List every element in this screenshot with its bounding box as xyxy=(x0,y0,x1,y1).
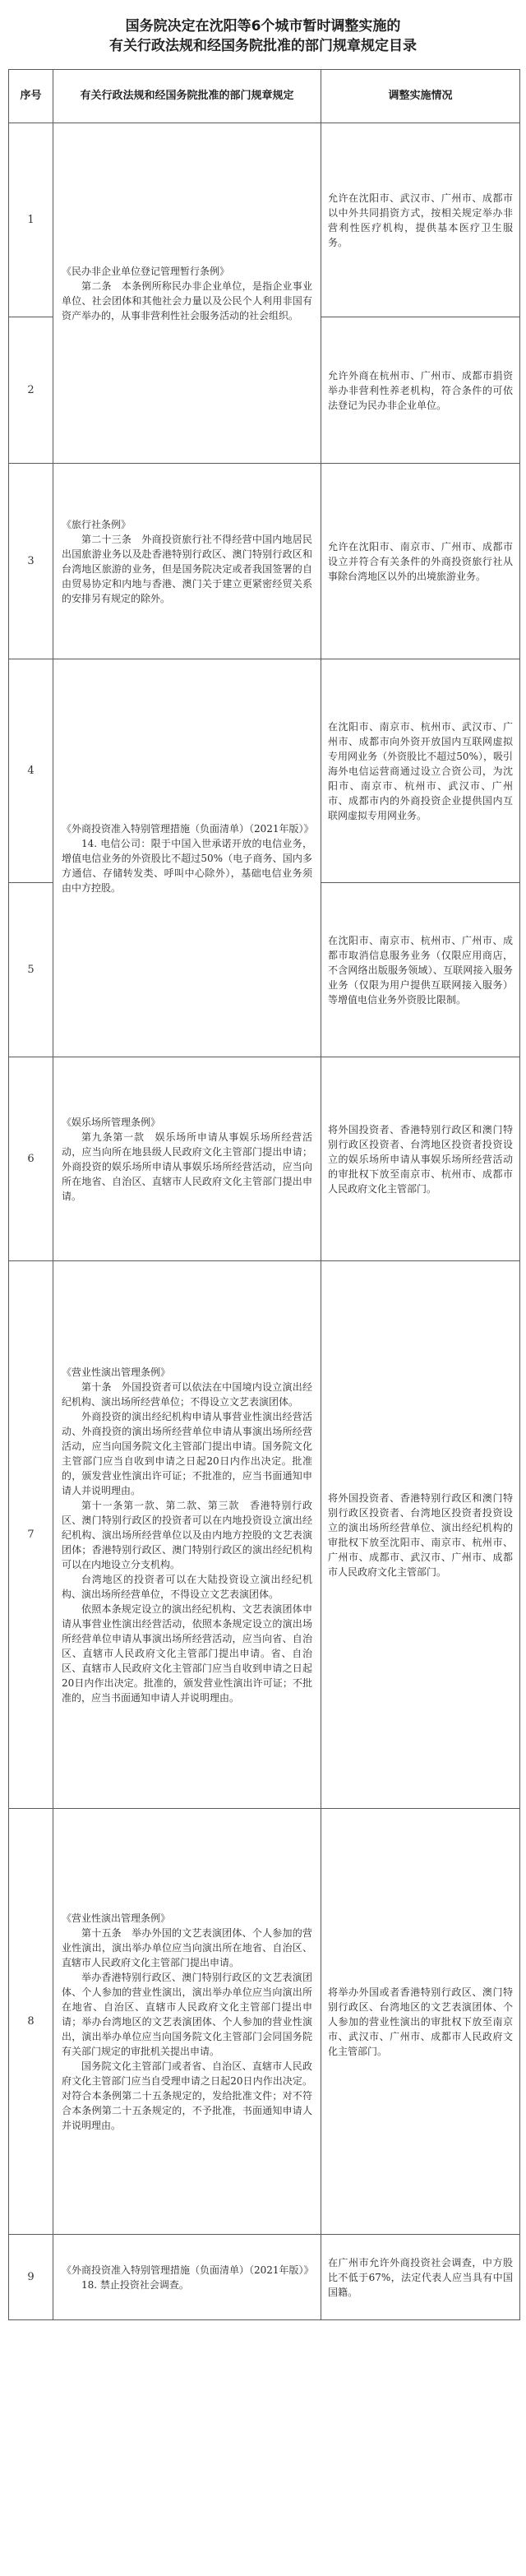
row-number: 4 xyxy=(9,659,53,883)
law-paragraph: 14. 电信公司：限于中国入世承诺开放的电信业务，增值电信业务的外资股比不超过50%（电子商务、国内多方通信、存储转发类、呼叫中心除外），基础电信业务须由中方控股。 xyxy=(62,837,312,894)
table-row xyxy=(9,1057,520,1261)
row-number: 6 xyxy=(9,1057,53,1261)
law-title: 《外商投资准入特别管理措施（负面清单）（2021年版）》 xyxy=(62,822,314,835)
adjust-cell: 将外国投资者、香港特别行政区和澳门特别行政区投资者、台湾地区投资者投资设立的演出场所经营单位、演出经纪机构的审批权下放至沈阳市、南京市、杭州市、广州市、成都市、武汉市、广州市、成都市人民政府文化主管部门。 xyxy=(321,1261,520,1809)
table-row xyxy=(9,1261,520,1809)
law-paragraph: 国务院文化主管部门或者省、自治区、直辖市人民政府文化主管部门应当自受理申请之日起20日内作出决定。对符合本条例第二十五条规定的，发给批准文件；对不符合本条例第二十五条规定的，不予批准，书面通知申请人并说明理由。 xyxy=(62,2060,312,2131)
law-cell xyxy=(53,1261,321,1809)
row-number: 1 xyxy=(9,123,53,317)
law-title: 《旅行社条例》 xyxy=(62,518,132,530)
table-row xyxy=(9,659,520,883)
law-paragraph: 台湾地区的投资者可以在大陆投资设立演出经纪机构、演出场所经营单位，不得设立文艺表演团体。 xyxy=(62,1573,312,1600)
row-number: 5 xyxy=(9,883,53,1057)
row-number: 7 xyxy=(9,1261,53,1809)
adjust-cell: 在广州市允许外商投资社会调查，中方股比不低于67%，法定代表人应当具有中国国籍。 xyxy=(321,2235,520,2320)
law-paragraph: 第二条 本条例所称民办非企业单位，是指企业事业单位、社会团体和其他社会力量以及公民个人利用非国有资产举办的，从事非营利性社会服务活动的社会组织。 xyxy=(62,280,312,321)
law-cell xyxy=(53,2235,321,2320)
row-number: 9 xyxy=(9,2235,53,2320)
adjust-cell: 将外国投资者、香港特别行政区和澳门特别行政区投资者、台湾地区投资者投资设立的娱乐场所申请从事娱乐场所经营活动的审批权下放至南京市、杭州市、成都市人民政府文化主管部门。 xyxy=(321,1057,520,1261)
header-no: 序号 xyxy=(9,70,53,123)
law-paragraph: 依照本条规定设立的演出经纪机构、文艺表演团体申请从事营业性演出经营活动，依照本条规定设立的演出场所经营单位申请从事演出场所经营活动，应当向省、自治区、直辖市人民政府文化主管部门提出申请。省、自治区、直辖市人民政府文化主管部门应当自收到申请之日起20日内作出决定。批准的，颁发营业性演出许可证；不批准的，应当书面通知申请人并说明理由。 xyxy=(62,1602,312,1704)
law-paragraph: 第九条第一款 娱乐场所申请从事娱乐场所经营活动，应当向所在地县级人民政府文化主管部门提出申请；外商投资的娱乐场所申请从事娱乐场所经营活动，应当向所在地省、自治区、直辖市人民政府文化主管部门提出申请。 xyxy=(62,1131,312,1202)
law-title: 《外商投资准入特别管理措施（负面清单）（2021年版）》 xyxy=(62,2264,314,2276)
law-paragraph: 举办香港特别行政区、澳门特别行政区的文艺表演团体、个人参加的营业性演出，演出举办单位应当向演出所在地省、自治区、直辖市人民政府文化主管部门提出申请；举办台湾地区的文艺表演团体、个人参加的营业性演出，演出举办单位应当向国务院文化主管部门会同国务院有关部门规定的审批机关提出申请。 xyxy=(62,1971,312,2057)
document-title xyxy=(0,16,526,56)
adjust-cell: 允许在沈阳市、武汉市、广州市、成都市以中外共同捐资方式，按相关规定举办非营利性医疗机构，提供基本医疗卫生服务。 xyxy=(321,123,520,317)
adjust-cell: 在沈阳市、南京市、杭州市、广州市、成都市取消信息服务业务（仅限应用商店，不含网络出版服务领域）、互联网接入服务业务（仅限为用户提供互联网接入服务）等增值电信业务外资股比限制。 xyxy=(321,883,520,1057)
table-row xyxy=(9,2235,520,2320)
law-paragraph: 第十一条第一款、第二款、第三款 香港特别行政区、澳门特别行政区的投资者可以在内地投资设立演出经纪机构、演出场所经营单位以及由内地方控股的文艺表演团体；香港特别行政区、澳门特别行政区的演出经纪机构可以在内地设立分支机构。 xyxy=(62,1499,312,1570)
law-paragraph: 外商投资的演出经纪机构申请从事营业性演出经营活动、外商投资的演出场所经营单位申请从事演出场所经营活动，应当向国务院文化主管部门提出申请。国务院文化主管部门应当自收到申请之日起20日内作出决定。批准的，颁发营业性演出许可证；不批准的，应当书面通知申请人并说明理由。 xyxy=(62,1410,312,1496)
law-cell-merged-4-5 xyxy=(53,659,321,1057)
title-line-1: 国务院决定在沈阳等6个城市暂时调整实施的 xyxy=(125,18,401,35)
table-row xyxy=(9,1809,520,2235)
law-paragraph: 18. 禁止投资社会调查。 xyxy=(81,2278,189,2291)
law-title: 《营业性演出管理条例》 xyxy=(62,1366,171,1378)
table-row xyxy=(9,464,520,659)
adjust-cell: 允许在沈阳市、南京市、广州市、成都市设立并符合有关条件的外商投资旅行社从事除台湾地区以外的出境旅游业务。 xyxy=(321,464,520,659)
row-number: 8 xyxy=(9,1809,53,2235)
law-title: 《民办非企业单位登记管理暂行条例》 xyxy=(62,265,230,277)
regulation-table xyxy=(8,69,520,2320)
table-row xyxy=(9,123,520,317)
adjust-cell: 在沈阳市、南京市、杭州市、武汉市、广州市、成都市向外资开放国内互联网虚拟专用网业务（外资股比不超过50%），吸引海外电信运营商通过设立合资公司，为沈阳市、南京市、杭州市、武汉市、广州市、成都市内的外商投资企业提供国内互联网虚拟专用网业务。 xyxy=(321,659,520,883)
adjust-cell: 将举办外国或者香港特别行政区、澳门特别行政区、台湾地区的文艺表演团体、个人参加的营业性演出的审批权下放至南京市、武汉市、广州市、成都市人民政府文化主管部门。 xyxy=(321,1809,520,2235)
title-line-2: 有关行政法规和经国务院批准的部门规章规定目录 xyxy=(109,38,417,54)
row-number: 2 xyxy=(9,317,53,464)
row-number: 3 xyxy=(9,464,53,659)
law-cell xyxy=(53,1057,321,1261)
header-adjust: 调整实施情况 xyxy=(321,70,520,123)
table-header-row xyxy=(9,70,520,123)
law-cell xyxy=(53,1809,321,2235)
law-cell xyxy=(53,464,321,659)
header-law: 有关行政法规和经国务院批准的部门规章规定 xyxy=(53,70,321,123)
law-title: 《娱乐场所管理条例》 xyxy=(62,1116,161,1128)
adjust-cell: 允许外商在杭州市、广州市、成都市捐资举办非营利性养老机构，符合条件的可依法登记为民办非企业单位。 xyxy=(321,317,520,464)
law-paragraph: 第二十三条 外商投资旅行社不得经营中国内地居民出国旅游业务以及赴香港特别行政区、澳门特别行政区和台湾地区旅游的业务，但是国务院决定或者我国签署的自由贸易协定和内地与香港、澳门关于建立更紧密经贸关系的安排另有规定的除外。 xyxy=(62,533,312,604)
law-paragraph: 第十五条 举办外国的文艺表演团体、个人参加的营业性演出，演出举办单位应当向演出所在地省、自治区、直辖市人民政府文化主管部门提出申请。 xyxy=(62,1926,312,1968)
law-cell-merged-1-2 xyxy=(53,123,321,464)
law-paragraph: 第十条 外国投资者可以依法在中国境内设立演出经纪机构、演出场所经营单位；不得设立文艺表演团体。 xyxy=(62,1380,312,1408)
law-title: 《营业性演出管理条例》 xyxy=(62,1912,171,1924)
